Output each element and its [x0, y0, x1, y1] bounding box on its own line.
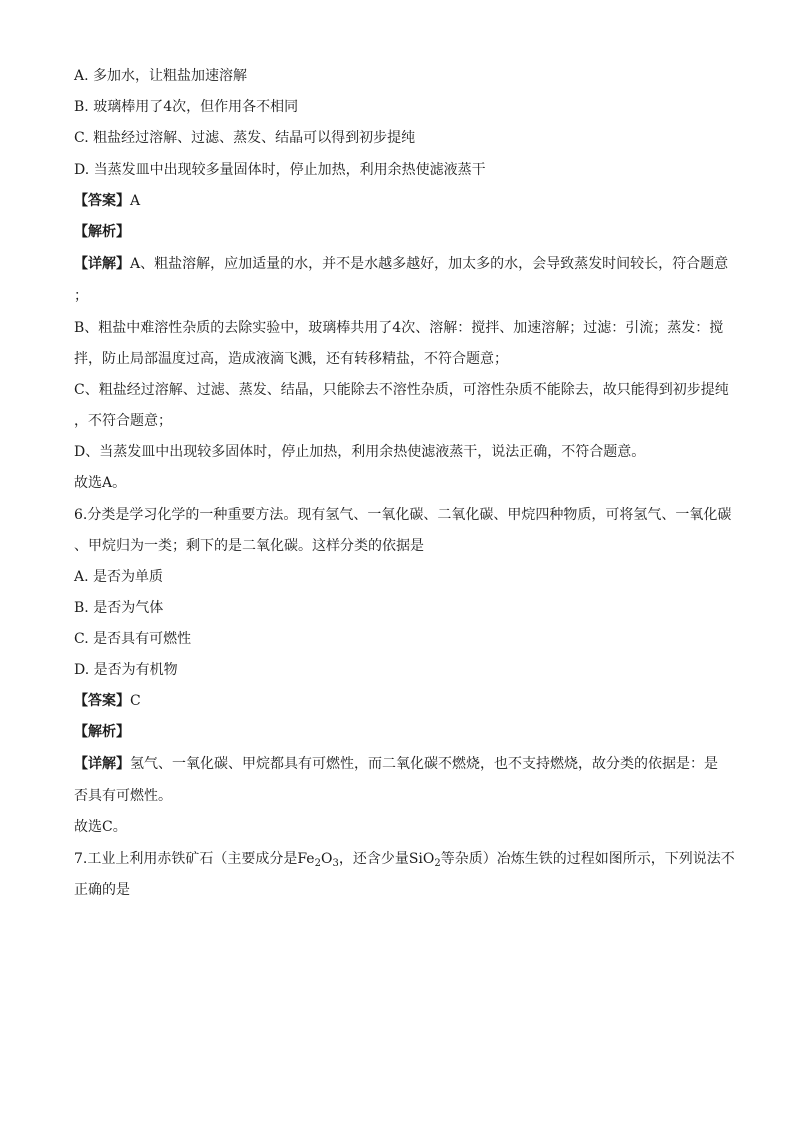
q5-conclusion: 故选A。 [74, 475, 127, 491]
q6-answer [74, 691, 141, 711]
detail-label: 【详解】 [74, 256, 130, 272]
q5-detail-line: 【详解】A、粗盐溶解，应加适量的水，并不是水越多越好，加太多的水，会导致蒸发时间较长，符合题意 [74, 256, 729, 272]
q6-stem-line: 、甲烷归为一类；剩下的是二氧化碳。这样分类的依据是 [74, 538, 424, 554]
q5-analysis-label: 【解析】 [74, 224, 130, 240]
q5-option-b: B. 玻璃棒用了4次，但作用各不相同 [74, 99, 299, 115]
q6-option-b: B. 是否为气体 [74, 600, 164, 616]
answer-label: 【答案】 [74, 193, 130, 209]
q5-detail-line: D、当蒸发皿中出现较多固体时，停止加热，利用余热使滤液蒸干，说法正确，不符合题意。 [74, 444, 646, 460]
q7-stem-line: 7.工业上利用赤铁矿石（主要成分是$Fe_2O_3$，还含少量SiO$_2$等杂质）冶炼生铁的过程如图所示，下列说法不 [74, 851, 735, 869]
q5-option-c: C. 粗盐经过溶解、过滤、蒸发、结晶可以得到初步提纯 [74, 130, 416, 146]
q6-option-c: C. 是否具有可燃性 [74, 631, 192, 647]
q6-stem-line: 6.分类是学习化学的一种重要方法。现有氢气、一氧化碳、二氧化碳、甲烷四种物质，可将氢气、一氧化碳 [74, 507, 732, 523]
q6-detail-line: 【详解】氢气、一氧化碳、甲烷都具有可燃性，而二氧化碳不燃烧，也不支持燃烧，故分类的依据是：是 [74, 756, 718, 772]
q6-option-d: D. 是否为有机物 [74, 662, 178, 678]
q5-detail-line: ； [74, 288, 88, 304]
q5-option-d: D. 当蒸发皿中出现较多量固体时，停止加热，利用余热使滤液蒸干 [74, 162, 486, 178]
answer-label: 【答案】 [74, 693, 130, 709]
q6-analysis-label: 【解析】 [74, 724, 130, 740]
q5-detail-line: B、粗盐中难溶性杂质的去除实验中，玻璃棒共用了4次、溶解：搅拌、加速溶解；过滤：引流；蒸发：搅 [74, 320, 724, 336]
q5-detail-line: 拌，防止局部温度过高，造成液滴飞溅，还有转移精盐，不符合题意； [74, 351, 508, 367]
q5-answer [74, 191, 140, 211]
detail-label: 【详解】 [74, 756, 130, 772]
q7-stem-line: 正确的是 [74, 882, 130, 898]
q5-option-a: A. 多加水，让粗盐加速溶解 [74, 68, 248, 84]
q5-detail-line: ，不符合题意； [74, 413, 172, 429]
answer-value: A [130, 193, 141, 209]
q6-option-a: A. 是否为单质 [74, 569, 164, 585]
answer-value: C [130, 693, 141, 709]
q6-conclusion: 故选C。 [74, 819, 127, 835]
q5-detail-line: C、粗盐经过溶解、过滤、蒸发、结晶，只能除去不溶性杂质，可溶性杂质不能除去，故只能得到初步提纯 [74, 382, 729, 398]
q6-detail-line: 否具有可燃性。 [74, 788, 172, 804]
